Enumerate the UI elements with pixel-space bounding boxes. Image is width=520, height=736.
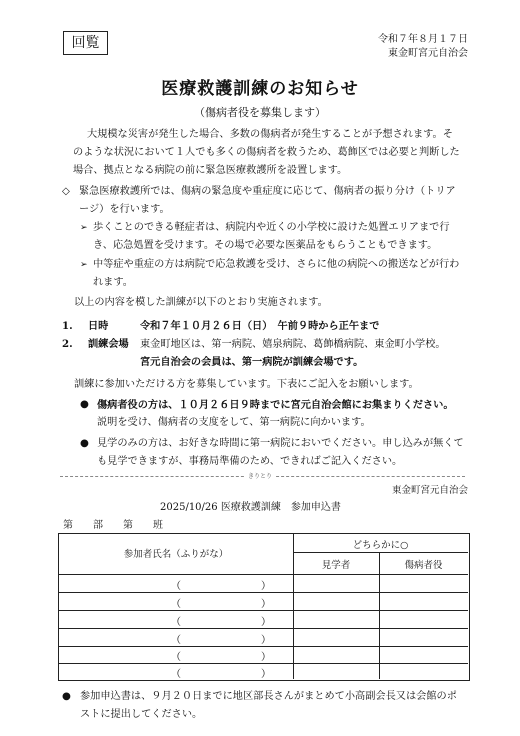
footer-note	[62, 688, 467, 724]
col-patient-header: 傷病者役	[404, 560, 443, 571]
intro-paragraph: 大規模な災害が発生した場合、多数の傷病者が発生することが予想されます。そのような状況において１人でも多くの傷病者を救うため、葛飾区では必要と判断した場合、拠点となる病院の前に緊急医療救護所を設置します。	[73, 129, 460, 176]
item-venue-label: 訓練会場	[88, 338, 129, 350]
item-venue-value: 東金町地区は、第一病院、嬉泉病院、葛飾橋病院、東金町小学校。	[140, 339, 446, 350]
header-subline	[293, 552, 468, 553]
arrow-bullet-icon: ➢	[80, 223, 88, 233]
cut-line-text: きりとり	[244, 473, 276, 480]
dot-bullet-icon: ●	[80, 438, 89, 449]
col-name-header: 参加者氏名（ふりがな）	[123, 549, 229, 560]
arrow-bullet-icon: ➢	[80, 260, 88, 270]
bullet-sub-2	[80, 256, 464, 292]
row-line	[59, 646, 468, 647]
col-visitor-header: 見学者	[321, 560, 351, 571]
dot-bullet-icon: ●	[80, 399, 89, 410]
col-choose-header: どちらかに○	[352, 540, 409, 551]
recruit-text: 訓練に参加いただける方を募集しています。下表にご記入をお願いします。	[74, 379, 419, 390]
dot-bullet-icon: ●	[62, 691, 71, 702]
row-line	[59, 592, 468, 593]
name-field-5[interactable]: （ ）	[171, 652, 271, 663]
note-1-rest: 説明を受け、傷病者の支度をして、第一病院に向かいます。	[97, 417, 371, 428]
form-issuer: 東金町宮元自治会	[391, 485, 468, 496]
lead-text: 以上の内容を模した訓練が以下のとおり実施されます。	[74, 297, 328, 308]
name-field-2[interactable]: （ ）	[171, 599, 271, 610]
col-divider	[293, 534, 294, 679]
row-line	[59, 610, 468, 611]
form-group-line: 第 部 第 班	[63, 520, 163, 531]
note-1-bold: 傷病者役の方は、１０月２６日９時までに宮元自治会館にお集まりください。	[97, 399, 454, 411]
item-venue	[62, 335, 472, 354]
bullet-sub-2-text: 中等症や重症の方は病院で応急救護を受け、さらに他の病院への搬送などが行われます。	[93, 259, 460, 288]
issuer-name: 東金町宮元自治会	[388, 48, 468, 59]
item-venue-note: 宮元自治会の会員は、第一病院が訓練会場です。	[140, 356, 364, 368]
note-2-text: 見学のみの方は、お好きな時間に第一病院においでください。申し込みが無くても見学できますが、事務局準備のため、できればご記入ください。	[97, 438, 464, 467]
item-date-value: 令和７年１０月２６日（日） 午前９時から正午まで	[140, 320, 380, 332]
row-line	[59, 663, 468, 664]
row-line	[59, 628, 468, 629]
item-venue-number: 2.	[62, 338, 73, 350]
item-date-label: 日時	[88, 320, 109, 332]
bullet-sub-1-text: 歩くことのできる軽症者は、病院内や近くの小学校に設けた処置エリアまで行き、応急処置を受けます。その場で必要な医薬品をもらうこともできます。	[93, 222, 450, 251]
col-divider	[379, 552, 380, 679]
header-bottom-line	[59, 574, 468, 575]
cut-line-label	[0, 471, 520, 480]
item-date	[62, 317, 472, 335]
name-field-1[interactable]: （ ）	[171, 581, 271, 592]
page-subtitle: （傷病者役を募集します）	[194, 106, 326, 119]
issue-date: 令和７年８月１７日	[378, 34, 468, 45]
application-form-table	[58, 533, 470, 681]
item-date-number: 1.	[62, 320, 73, 332]
bullet-main	[62, 183, 464, 219]
circulation-stamp: 回覧	[63, 31, 108, 55]
page-title: 医療救護訓練のお知らせ	[161, 79, 359, 99]
bullet-sub-1	[80, 219, 464, 255]
diamond-bullet-icon: ◇	[62, 186, 70, 197]
name-field-3[interactable]: （ ）	[171, 617, 271, 628]
bullet-main-text: 緊急医療救護所では、傷病の緊急度や重症度に応じて、傷病者の振り分け（トリアージ）を行います。	[79, 186, 456, 215]
note-1	[80, 396, 470, 432]
name-field-4[interactable]: （ ）	[171, 635, 271, 646]
form-title: 2025/10/26 医療救護訓練 参加申込書	[160, 502, 341, 513]
name-field-6[interactable]: （ ）	[171, 669, 271, 680]
note-2	[80, 435, 470, 471]
footer-note-text: 参加申込書は、９月２０日までに地区部長さんがまとめて小高副会長又は会館のポストに提出してください。	[80, 691, 457, 720]
